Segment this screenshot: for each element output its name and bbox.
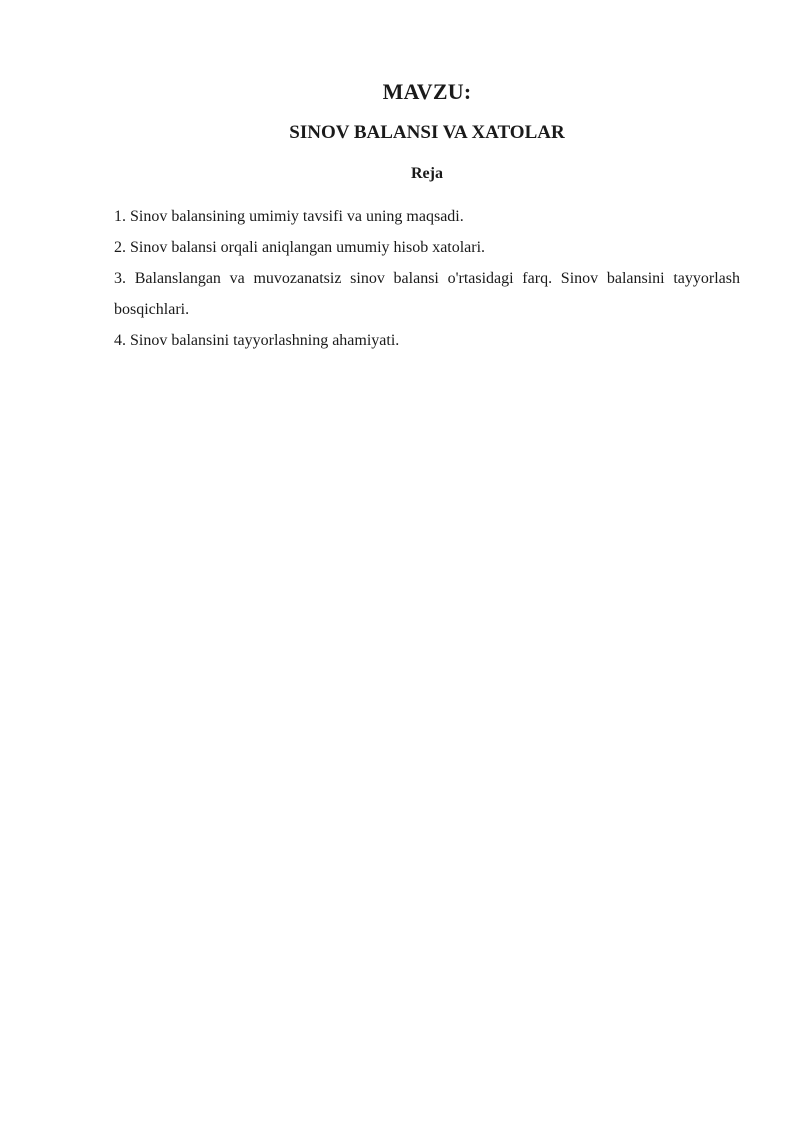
page-content xyxy=(114,78,740,356)
plan-item-4: 4. Sinov balansini tayyorlashning ahamiyati. xyxy=(114,332,400,349)
plan-list xyxy=(114,201,740,356)
plan-heading: Reja xyxy=(411,165,443,182)
page-title: MAVZU: xyxy=(382,79,472,104)
plan-item-1: 1. Sinov balansining umimiy tavsifi va uning maqsadi. xyxy=(114,208,464,225)
plan-item-3: 3. Balanslangan va muvozanatsiz sinov balansi o'rtasidagi farq. Sinov balansini tayyorlash bosqichlari. xyxy=(114,270,740,318)
topic-title: SINOV BALANSI VA XATOLAR xyxy=(289,122,565,143)
plan-item-2: 2. Sinov balansi orqali aniqlangan umumiy hisob xatolari. xyxy=(114,239,486,256)
